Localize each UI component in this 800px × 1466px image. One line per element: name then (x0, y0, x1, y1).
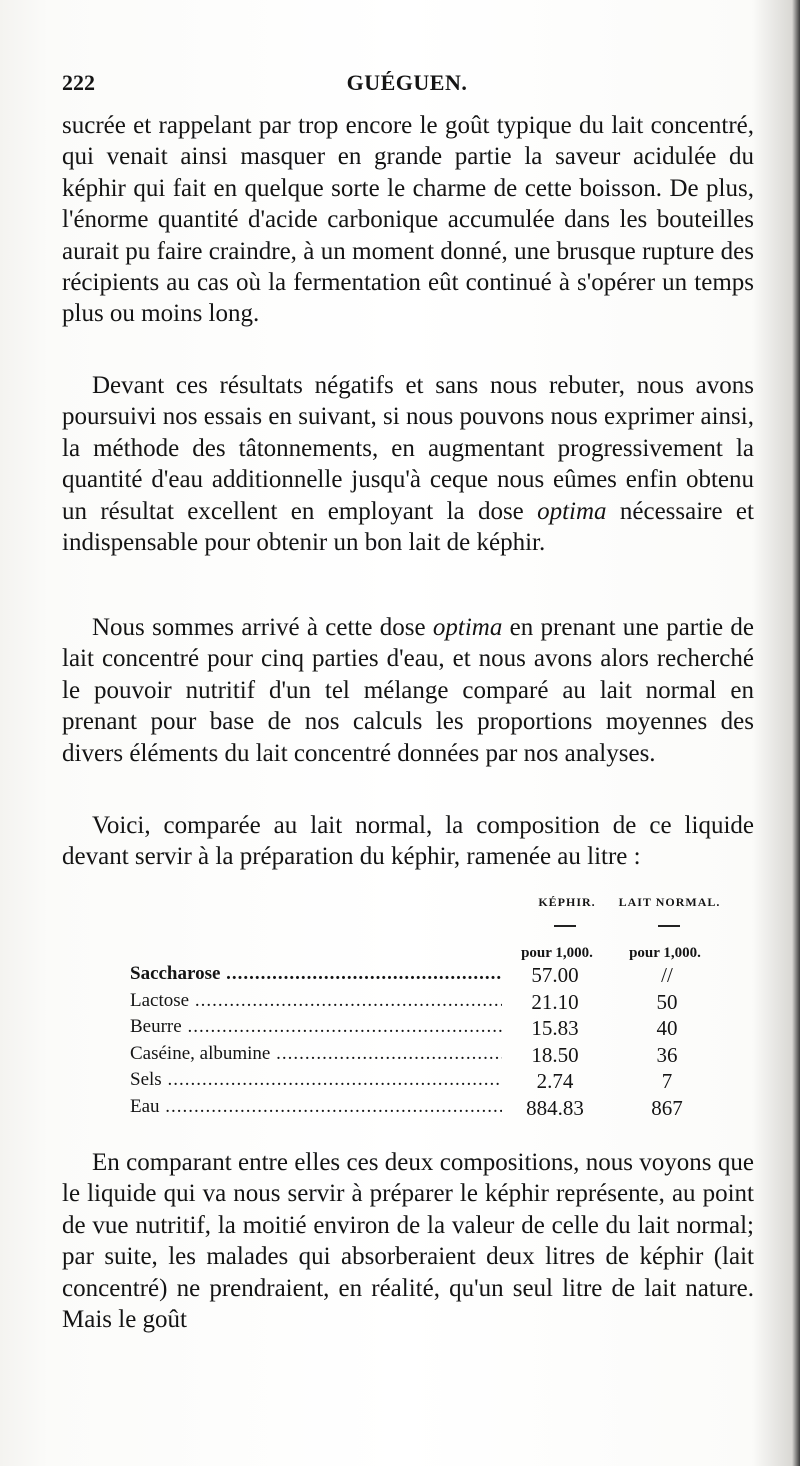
paragraph-2-text-a: Devant ces résultats négatifs et sans nous rebuter, nous avons poursuivi nos essais en suivant, si nous pouvons nous exprimer ainsi, la méthode des tâtonnements, en augmentant progressivement la quantité d'eau additionnelle jusqu'à ceque nous eûmes enfin obtenu un résultat excellent en employant la dose (62, 372, 754, 525)
table-row (62, 1096, 754, 1123)
paragraph-2-text-b: nécessaire et indispensable pour obtenir un bon lait de képhir. (62, 497, 754, 557)
kephir-value: 21.10 (531, 989, 579, 1014)
table-row (62, 1069, 754, 1096)
paragraph-2-emphasis: optima (537, 497, 607, 525)
column-dash-lait-normal (658, 925, 680, 927)
paragraph-3 (62, 612, 754, 769)
paragraph-3-emphasis: optima (432, 614, 503, 641)
row-label: Beurre ..... (130, 1016, 502, 1038)
page-number: 222 (62, 70, 95, 95)
lait-normal-value: 867 (651, 1095, 683, 1120)
lait-normal-value: 36 (656, 1042, 678, 1067)
kephir-value: 15.83 (531, 1016, 579, 1040)
paragraph-3-text-b: en prenant une partie de lait concentré pour cinq parties d'eau, et nous avons alors recherché le pouvoir nutritif d'un tel mélange comparé au lait normal en prenant pour base de nos calculs les proportions moyennes des divers éléments du lait concentré données par nos analyses. (62, 614, 754, 767)
paragraph-4: Voici, comparée au lait normal, la composition de ce liquide devant servir à la préparation du képhir, ramenée au litre : (62, 812, 754, 871)
lait-normal-value: // (661, 963, 673, 987)
column-unit-lait-normal: pour 1,000. (629, 945, 701, 961)
kephir-value: 18.50 (531, 1042, 579, 1067)
row-label: Caséine, albumine ..... (130, 1043, 502, 1065)
lait-normal-value: 7 (661, 1069, 673, 1093)
paragraph-continued: sucrée et rappelant par trop encore le goût typique du lait concentré, qui venait ainsi masquer en grande partie la saveur acidulée du képhir qui fait en quelque sorte le charme de cette boisson. De plus, l'énorme quantité d'acide carbonique accumulée dans les bouteilles aurait pu faire craindre, à un moment donné, une brusque rupture des récipients au cas où la fermentation eût continué à s'opérer un temps plus ou moins long. (62, 112, 754, 328)
table-row (62, 963, 754, 990)
table-body (62, 963, 754, 1122)
page-header (62, 70, 752, 100)
table-row (62, 990, 754, 1017)
column-heading-lait-normal: LAIT NORMAL. (618, 895, 721, 909)
table-row (62, 1043, 754, 1070)
row-label: Sels ..... (130, 1069, 502, 1091)
running-head: GUÉGUEN. (346, 70, 468, 95)
table-row (62, 1016, 754, 1043)
lait-normal-value: 40 (656, 1016, 678, 1040)
column-unit-kephir: pour 1,000. (521, 945, 593, 961)
kephir-value: 57.00 (531, 963, 579, 987)
column-heading-kephir: KÉPHIR. (538, 895, 596, 909)
column-dash-kephir (554, 925, 576, 927)
row-label: Saccharose ..... (130, 963, 502, 985)
kephir-value: 884.83 (526, 1095, 584, 1120)
row-label: Lactose ..... (130, 990, 502, 1012)
paragraph-3-text-a: Nous sommes arrivé à cette dose (92, 614, 433, 641)
paragraph-2 (62, 370, 754, 558)
lait-normal-value: 50 (656, 989, 678, 1014)
row-label: Eau ..... (130, 1096, 502, 1118)
kephir-value: 2.74 (536, 1069, 574, 1093)
paragraph-5: En comparant entre elles ces deux compositions, nous voyons que le liquide qui va nous servir à préparer le képhir représente, au point de vue nutritif, la moitié environ de la valeur de celle du lait normal; par suite, les malades qui absorberaient deux litres de képhir (lait concentré) ne prendraient, en réalité, qu'un seul litre de lait nature. Mais le goût (62, 1149, 754, 1334)
